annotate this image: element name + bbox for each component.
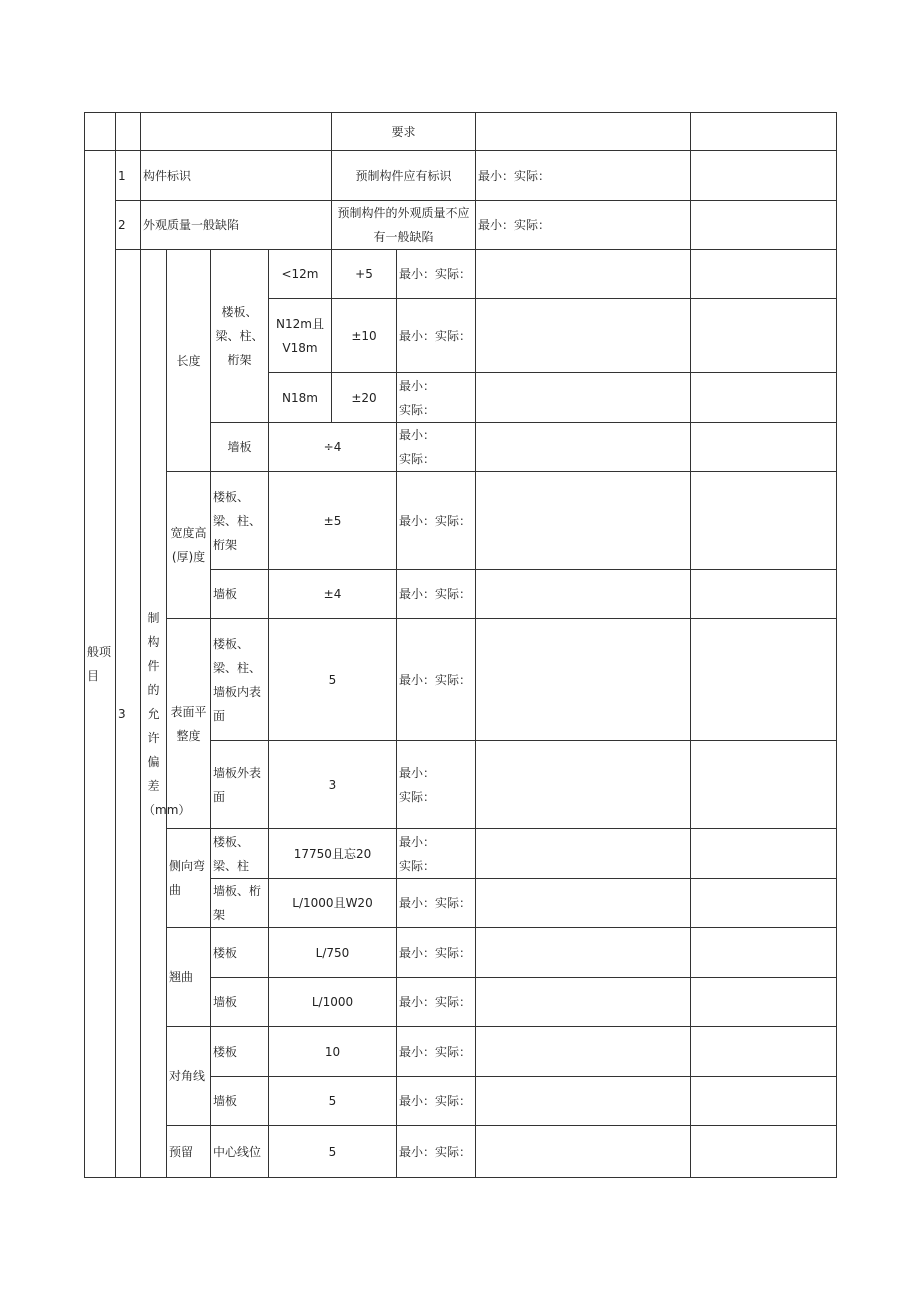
min-actual-cell: 最小：实际： — [397, 978, 476, 1027]
empty-cell — [691, 978, 837, 1027]
min-actual-cell: 最小：实际： — [476, 201, 691, 250]
item-number: 1 — [116, 151, 141, 201]
reserved-label: 预留 — [167, 1126, 211, 1178]
member-label: 墙板 — [211, 570, 269, 619]
member-label: 墙板 — [211, 1077, 269, 1126]
empty-cell — [476, 373, 691, 423]
item-requirement: 预制构件应有标识 — [332, 151, 476, 201]
empty-cell — [691, 201, 837, 250]
lateral-bend-label: 侧向弯曲 — [167, 829, 211, 928]
tolerance-cell: 5 — [269, 1077, 397, 1126]
min-actual-cell: 最小：实际： — [397, 472, 476, 570]
member-label: 楼板、梁、柱、墙板内表面 — [211, 619, 269, 741]
member-label: 楼板 — [211, 928, 269, 978]
min-actual-cell: 最小：实际： — [397, 250, 476, 299]
empty-cell — [476, 1027, 691, 1077]
range-cell: <12m — [269, 250, 332, 299]
header-row — [85, 113, 837, 151]
empty-cell — [691, 151, 837, 201]
tolerance-cell: L/750 — [269, 928, 397, 978]
empty-cell — [476, 423, 691, 472]
table-row — [85, 1126, 837, 1178]
member-label: 楼板 — [211, 1027, 269, 1077]
header-cell-empty — [141, 113, 332, 151]
min-actual-cell: 最小：实际： — [397, 879, 476, 928]
range-cell: N12m且V18m — [269, 299, 332, 373]
empty-cell — [691, 299, 837, 373]
min-actual-cell: 最小：实际： — [397, 570, 476, 619]
empty-cell — [476, 250, 691, 299]
table-row — [85, 201, 837, 250]
member-label: 中心线位 — [211, 1126, 269, 1178]
width-label: 宽度高(厚)度 — [167, 472, 211, 619]
member-label: 墙板外表面 — [211, 741, 269, 829]
min-actual-cell: 最小： 实际： — [397, 829, 476, 879]
tolerance-cell: ÷4 — [269, 423, 397, 472]
tolerance-cell: 5 — [269, 1126, 397, 1178]
min-actual-cell: 最小：实际： — [476, 151, 691, 201]
empty-cell — [476, 829, 691, 879]
member-label: 楼板、梁、柱、桁架 — [211, 250, 269, 423]
empty-cell — [691, 1077, 837, 1126]
tolerance-cell: 17750且忘20 — [269, 829, 397, 879]
empty-cell — [691, 1126, 837, 1178]
item-number: 2 — [116, 201, 141, 250]
tolerance-cell: 5 — [269, 619, 397, 741]
diagonal-label: 对角线 — [167, 1027, 211, 1126]
min-actual-cell: 最小：实际： — [397, 928, 476, 978]
tolerance-cell: ±10 — [332, 299, 397, 373]
min-actual-cell: 最小： 实际： — [397, 373, 476, 423]
table-row — [85, 928, 837, 978]
length-label: 长度 — [167, 250, 211, 472]
inspection-table — [84, 112, 837, 1178]
tolerance-cell: L/1000 — [269, 978, 397, 1027]
empty-cell — [476, 741, 691, 829]
header-cell-empty — [85, 113, 116, 151]
table-row — [85, 250, 837, 299]
empty-cell — [691, 423, 837, 472]
min-actual-cell: 最小： 实际： — [397, 423, 476, 472]
tolerance-cell: +5 — [332, 250, 397, 299]
empty-cell — [476, 619, 691, 741]
item-name: 构件标识 — [141, 151, 332, 201]
empty-cell — [691, 879, 837, 928]
empty-cell — [691, 1027, 837, 1077]
category-label: 般项目 — [85, 151, 116, 1178]
table-row — [85, 829, 837, 879]
flatness-label: 表面平整度 — [167, 619, 211, 829]
header-cell-empty — [691, 113, 837, 151]
warp-label: 翘曲 — [167, 928, 211, 1027]
table-row — [85, 151, 837, 201]
table-row — [85, 1027, 837, 1077]
tolerance-cell: L/1000且W20 — [269, 879, 397, 928]
header-cell-empty — [476, 113, 691, 151]
range-cell: N18m — [269, 373, 332, 423]
member-label: 墙板、桁架 — [211, 879, 269, 928]
min-actual-cell: 最小： 实际： — [397, 741, 476, 829]
header-requirement: 要求 — [332, 113, 476, 151]
empty-cell — [691, 472, 837, 570]
empty-cell — [691, 741, 837, 829]
empty-cell — [476, 928, 691, 978]
empty-cell — [691, 250, 837, 299]
header-cell-empty — [116, 113, 141, 151]
item-requirement: 预制构件的外观质量不应有一般缺陷 — [332, 201, 476, 250]
table-row — [85, 619, 837, 741]
member-label: 墙板 — [211, 978, 269, 1027]
empty-cell — [476, 570, 691, 619]
empty-cell — [476, 978, 691, 1027]
tolerance-cell: ±4 — [269, 570, 397, 619]
item-number: 3 — [116, 250, 141, 1178]
empty-cell — [476, 299, 691, 373]
tolerance-cell: 3 — [269, 741, 397, 829]
min-actual-cell: 最小：实际： — [397, 1077, 476, 1126]
min-actual-cell: 最小：实际： — [397, 1126, 476, 1178]
tolerance-cell: ±5 — [269, 472, 397, 570]
item-name: 外观质量一般缺陷 — [141, 201, 332, 250]
empty-cell — [476, 472, 691, 570]
min-actual-cell: 最小：实际： — [397, 299, 476, 373]
empty-cell — [691, 570, 837, 619]
empty-cell — [691, 928, 837, 978]
member-label: 墙板 — [211, 423, 269, 472]
deviation-group-label: 制构件的允许偏差（mm） — [141, 250, 167, 1178]
min-actual-cell: 最小：实际： — [397, 619, 476, 741]
empty-cell — [476, 1126, 691, 1178]
tolerance-cell: ±20 — [332, 373, 397, 423]
min-actual-cell: 最小：实际： — [397, 1027, 476, 1077]
table-row — [85, 472, 837, 570]
empty-cell — [476, 879, 691, 928]
member-label: 楼板、梁、柱 — [211, 829, 269, 879]
tolerance-cell: 10 — [269, 1027, 397, 1077]
member-label: 楼板、梁、柱、桁架 — [211, 472, 269, 570]
empty-cell — [476, 1077, 691, 1126]
empty-cell — [691, 373, 837, 423]
empty-cell — [691, 829, 837, 879]
empty-cell — [691, 619, 837, 741]
